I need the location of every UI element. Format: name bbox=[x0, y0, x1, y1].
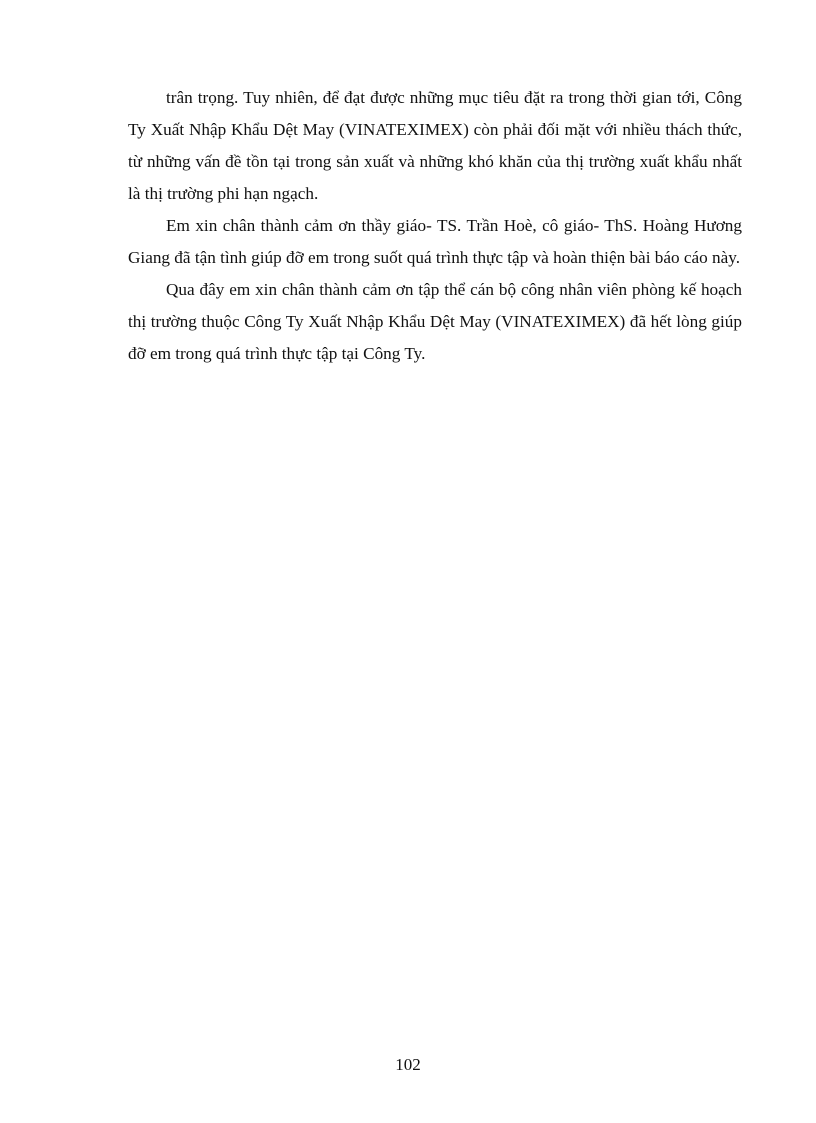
paragraph-2: Em xin chân thành cảm ơn thầy giáo- TS. Trần Hoè, cô giáo- ThS. Hoàng Hương Giang đã tận tình giúp đỡ em trong suốt quá trình thực tập và hoàn thiện bài báo cáo này. bbox=[128, 216, 742, 267]
paragraph-1: trân trọng. Tuy nhiên, để đạt được những mục tiêu đặt ra trong thời gian tới, Công Ty Xuất Nhập Khẩu Dệt May (VINATEXIMEX) còn phải đối mặt với nhiều thách thức, từ những vấn đề tồn tại trong sản xuất và những khó khăn của thị trường xuất khẩu nhất là thị trường phi hạn ngạch. bbox=[128, 88, 742, 203]
body-text bbox=[128, 82, 742, 370]
page-number: 102 bbox=[395, 1055, 421, 1074]
paragraph-3: Qua đây em xin chân thành cảm ơn tập thể cán bộ công nhân viên phòng kế hoạch thị trường thuộc Công Ty Xuất Nhập Khẩu Dệt May (VINATEXIMEX) đã hết lòng giúp đỡ em trong quá trình thực tập tại Công Ty. bbox=[128, 280, 742, 363]
